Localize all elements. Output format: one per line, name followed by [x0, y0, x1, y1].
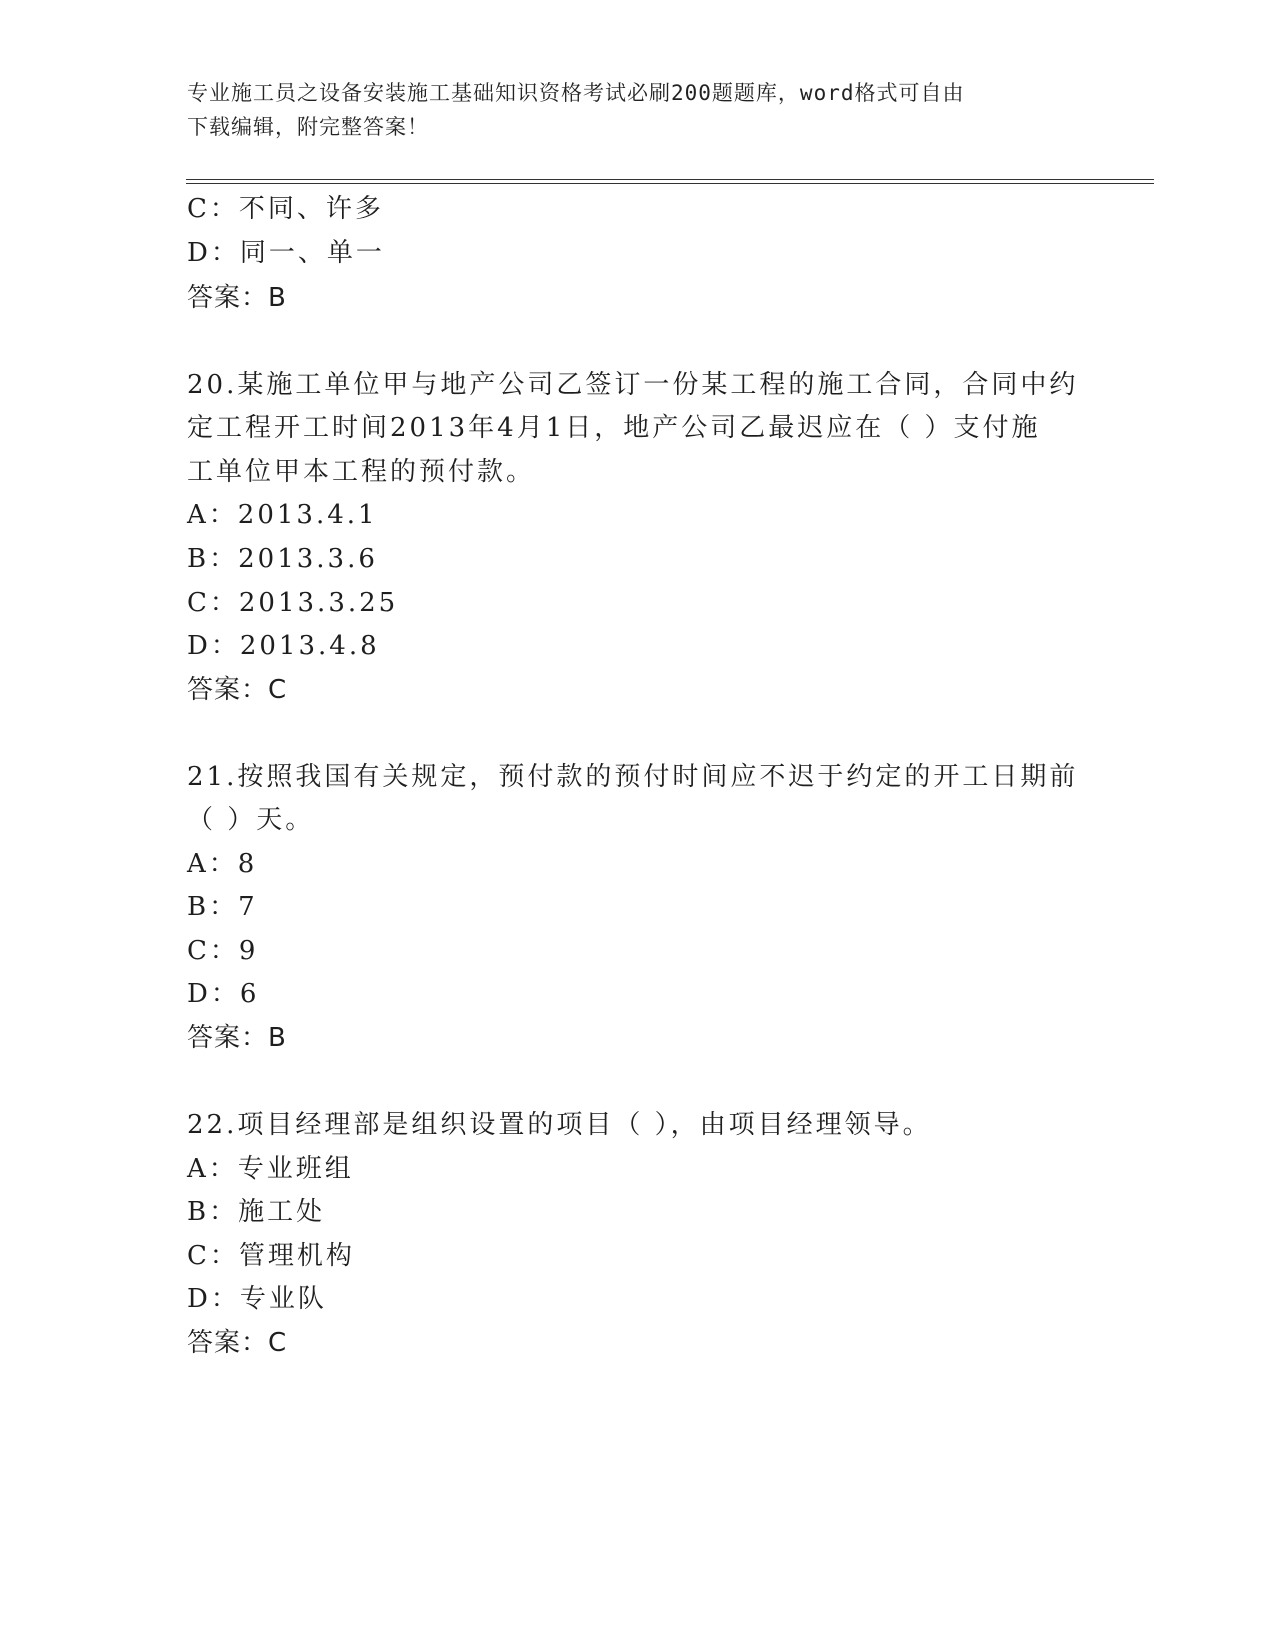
q22-answer: 答案：C	[187, 1328, 288, 1358]
q21-text-line-1: 21.按照我国有关规定，预付款的预付时间应不迟于约定的开工日期前	[187, 762, 1079, 792]
q20-answer: 答案：C	[187, 675, 288, 705]
q20-text-line-1: 20.某施工单位甲与地产公司乙签订一份某工程的施工合同，合同中约	[187, 370, 1079, 400]
q20-option-c: C：2013.3.25	[187, 588, 399, 618]
q21-option-d: D：6	[187, 979, 260, 1009]
q20-option-a: A：2013.4.1	[187, 500, 378, 530]
q20-text-line-3: 工单位甲本工程的预付款。	[187, 457, 536, 487]
q21-option-b: B：7	[187, 892, 258, 922]
prev-option-c: C：不同、许多	[187, 194, 384, 224]
q22-option-c: C：管理机构	[187, 1241, 355, 1271]
q20-option-b: B：2013.3.6	[187, 544, 378, 574]
q21-option-c: C：9	[187, 936, 259, 966]
q22-option-b: B：施工处	[187, 1197, 326, 1227]
q21-text-line-2: （ ）天。	[187, 805, 315, 835]
q21-answer: 答案：B	[187, 1023, 287, 1053]
document-header	[187, 76, 1067, 144]
header-divider-top	[186, 179, 1154, 180]
prev-answer: 答案：B	[187, 283, 287, 313]
q20-text-line-2: 定工程开工时间2013年4月1日，地产公司乙最迟应在（ ）支付施	[187, 413, 1041, 443]
header-title-line-1: 专业施工员之设备安装施工基础知识资格考试必刷200题题库，word格式可自由	[187, 81, 965, 105]
q22-option-d: D：专业队	[187, 1284, 327, 1314]
q20-option-d: D：2013.4.8	[187, 631, 380, 661]
prev-option-d: D：同一、单一	[187, 238, 385, 268]
q21-option-a: A：8	[187, 849, 258, 879]
q22-option-a: A：专业班组	[187, 1154, 354, 1184]
header-title-line-2: 下载编辑，附完整答案！	[187, 115, 429, 139]
q22-text-line-1: 22.项目经理部是组织设置的项目（ ），由项目经理领导。	[187, 1110, 932, 1140]
header-divider-bottom	[186, 183, 1154, 184]
